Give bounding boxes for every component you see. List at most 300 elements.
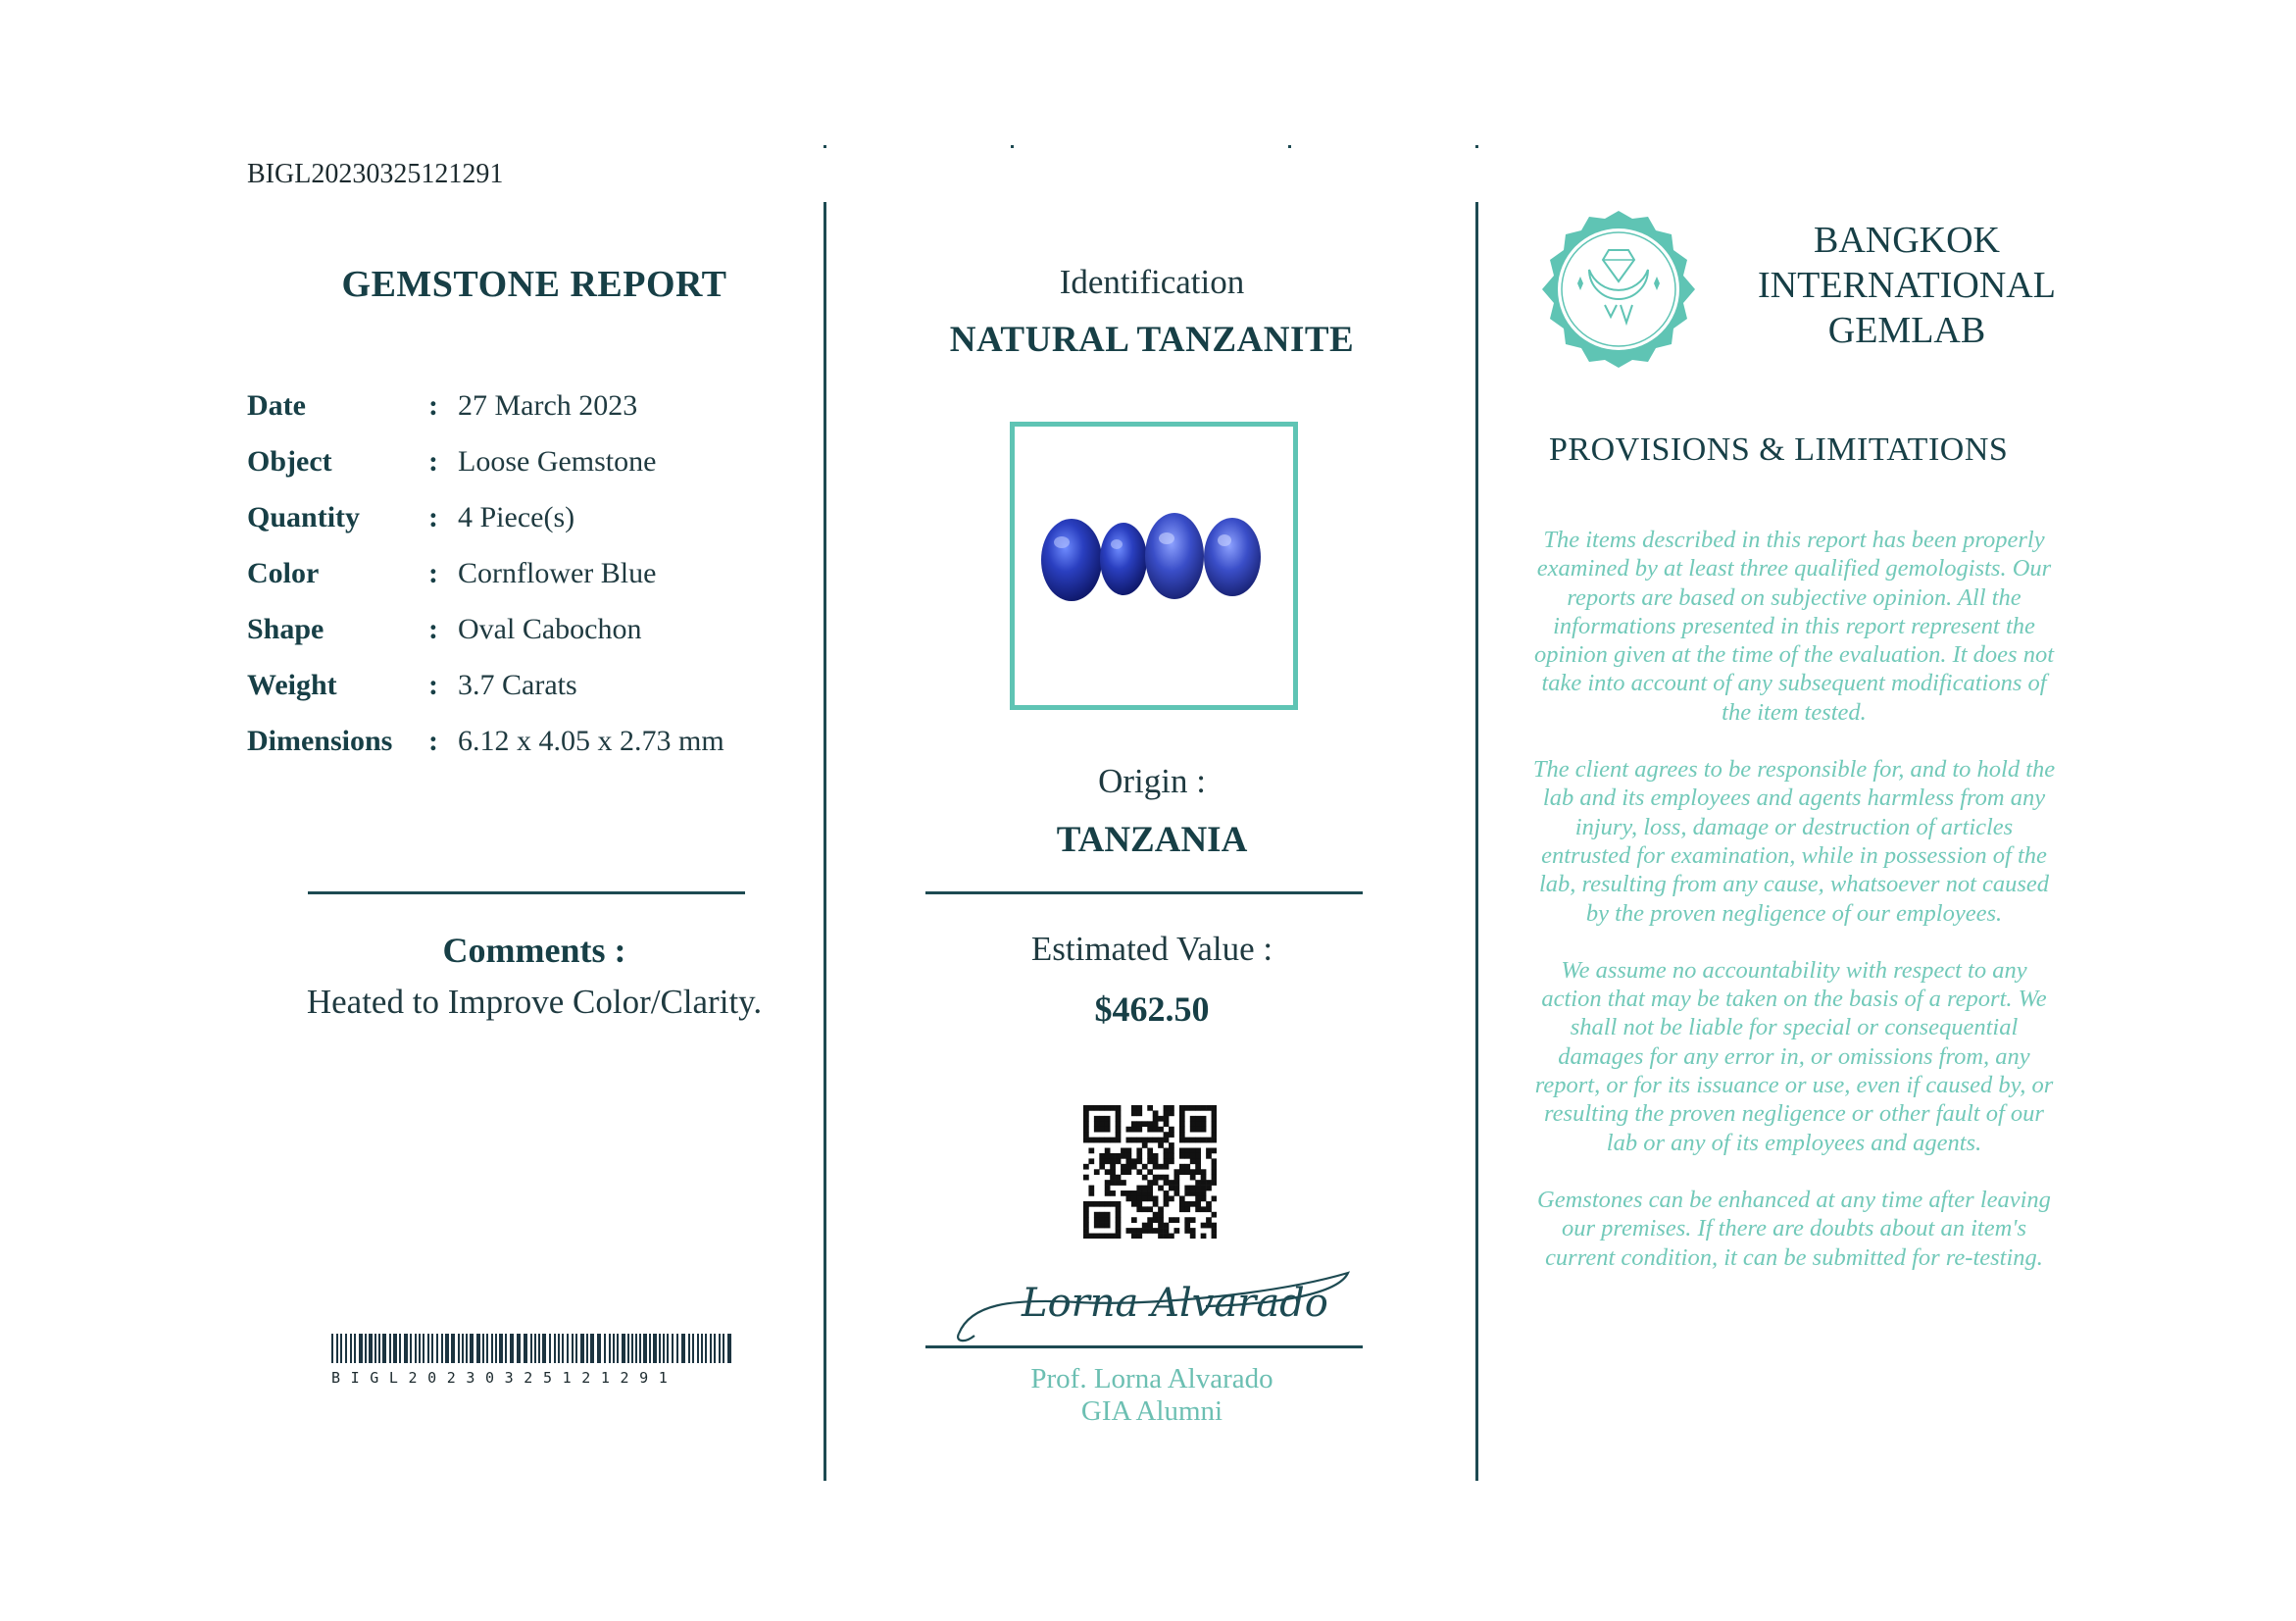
qr-module — [1153, 1217, 1159, 1223]
qr-module — [1201, 1127, 1207, 1133]
qr-module — [1094, 1169, 1100, 1175]
field-value: Loose Gemstone — [458, 444, 657, 478]
barcode-bar — [445, 1334, 449, 1363]
qr-module — [1184, 1206, 1190, 1212]
barcode-text: BIGL20230325121291 — [331, 1369, 678, 1387]
qr-module — [1201, 1223, 1207, 1229]
barcode-bar — [542, 1334, 546, 1363]
qr-module — [1184, 1164, 1190, 1170]
qr-module — [1201, 1105, 1207, 1111]
barcode-bar — [590, 1334, 594, 1363]
qr-module — [1116, 1212, 1122, 1218]
barcode-bar — [676, 1334, 678, 1363]
qr-module — [1136, 1110, 1142, 1116]
field-colon: : — [428, 500, 438, 533]
qr-module — [1153, 1153, 1159, 1159]
barcode-bar — [653, 1334, 657, 1363]
qr-module — [1158, 1116, 1164, 1122]
qr-module — [1142, 1195, 1148, 1201]
qr-module — [1201, 1206, 1207, 1212]
qr-module — [1099, 1127, 1105, 1133]
qr-module — [1206, 1153, 1212, 1159]
qr-module — [1126, 1138, 1132, 1143]
barcode-bar — [458, 1334, 460, 1363]
barcode-bar — [701, 1334, 703, 1363]
barcode-bar — [727, 1334, 731, 1363]
qr-module — [1131, 1190, 1137, 1196]
qr-module — [1190, 1169, 1196, 1175]
qr-module — [1195, 1201, 1201, 1207]
qr-module — [1206, 1186, 1212, 1191]
barcode-bar — [345, 1334, 347, 1363]
qr-module — [1094, 1121, 1100, 1127]
qr-module — [1212, 1175, 1217, 1181]
qr-module — [1164, 1116, 1170, 1122]
qr-module — [1212, 1138, 1217, 1143]
barcode-bar — [486, 1334, 488, 1363]
barcode-bar — [580, 1334, 584, 1363]
qr-module — [1201, 1121, 1207, 1127]
qr-module — [1212, 1158, 1217, 1164]
barcode-bar — [427, 1334, 429, 1363]
qr-module — [1169, 1105, 1174, 1111]
qr-module — [1169, 1132, 1174, 1138]
gem-1 — [1041, 519, 1102, 601]
qr-module — [1083, 1212, 1089, 1218]
qr-module — [1099, 1217, 1105, 1223]
qr-module — [1201, 1234, 1207, 1239]
identification-value: NATURAL TANZANITE — [949, 320, 1355, 360]
qr-module — [1099, 1158, 1105, 1164]
provisions-title: PROVISIONS & LIMITATIONS — [1549, 431, 2009, 468]
qr-module — [1206, 1223, 1212, 1229]
lab-name-line: INTERNATIONAL — [1758, 265, 2056, 306]
qr-module — [1105, 1169, 1111, 1175]
qr-module — [1212, 1105, 1217, 1111]
report-fields — [247, 378, 757, 769]
provisions-paragraph: Gemstones can be enhanced at any time after leaving our premises. If there are doubts about an item's current condition, it can be submitted for re-testing. — [1537, 1186, 2051, 1271]
qr-module — [1116, 1228, 1122, 1234]
qr-module — [1195, 1116, 1201, 1122]
qr-module — [1105, 1234, 1111, 1239]
barcode-bar — [354, 1334, 356, 1363]
qr-module — [1164, 1105, 1170, 1111]
qr-module — [1195, 1164, 1201, 1170]
qr-module — [1083, 1132, 1089, 1138]
qr-module — [1179, 1110, 1185, 1116]
qr-module — [1110, 1138, 1116, 1143]
qr-module — [1131, 1110, 1137, 1116]
qr-module — [1158, 1223, 1164, 1229]
qr-module — [1083, 1175, 1089, 1181]
qr-module — [1110, 1175, 1116, 1181]
barcode-bar — [586, 1334, 588, 1363]
qr-module — [1121, 1148, 1126, 1154]
qr-module — [1169, 1180, 1174, 1186]
qr-module — [1094, 1234, 1100, 1239]
field-label: Color — [247, 556, 320, 589]
barcode-bar — [643, 1334, 647, 1363]
qr-module — [1179, 1138, 1185, 1143]
barcode-bar — [510, 1334, 514, 1363]
qr-module — [1195, 1153, 1201, 1159]
gem-highlight — [1159, 532, 1174, 544]
qr-module — [1083, 1105, 1089, 1111]
barcode-bar — [710, 1334, 712, 1363]
qr-module — [1206, 1201, 1212, 1207]
top-tick — [824, 145, 826, 148]
gem-4 — [1204, 518, 1261, 596]
qr-module — [1201, 1175, 1207, 1181]
gemstone-photo — [1010, 422, 1298, 710]
column-divider-right — [1475, 202, 1478, 1481]
qr-module — [1184, 1148, 1190, 1154]
qr-module — [1179, 1201, 1185, 1207]
qr-module — [1105, 1180, 1111, 1186]
qr-module — [1142, 1223, 1148, 1229]
qr-module — [1136, 1127, 1142, 1133]
qr-module — [1184, 1153, 1190, 1159]
qr-code-image — [1083, 1105, 1217, 1239]
qr-module — [1190, 1186, 1196, 1191]
qr-module — [1088, 1158, 1094, 1164]
qr-module — [1153, 1228, 1159, 1234]
qr-module — [1136, 1158, 1142, 1164]
qr-module — [1190, 1121, 1196, 1127]
barcode-bar — [499, 1334, 503, 1363]
qr-module — [1142, 1138, 1148, 1143]
qr-module — [1083, 1234, 1089, 1239]
qr-module — [1195, 1206, 1201, 1212]
qr-module — [1147, 1148, 1153, 1154]
qr-module — [1126, 1148, 1132, 1154]
qr-module — [1083, 1201, 1089, 1207]
qr-module — [1147, 1121, 1153, 1127]
qr-module — [1173, 1190, 1179, 1196]
qr-module — [1116, 1121, 1122, 1127]
qr-module — [1173, 1186, 1179, 1191]
field-value: 6.12 x 4.05 x 2.73 mm — [458, 724, 724, 757]
qr-module — [1094, 1212, 1100, 1218]
qr-module — [1126, 1195, 1132, 1201]
field-row-dimensions — [247, 713, 757, 769]
barcode-bar — [692, 1334, 694, 1363]
qr-module — [1212, 1164, 1217, 1170]
qr-module — [1131, 1127, 1137, 1133]
qr-module — [1083, 1138, 1089, 1143]
qr-module — [1147, 1153, 1153, 1159]
qr-module — [1131, 1164, 1137, 1170]
qr-module — [1153, 1180, 1159, 1186]
barcode-bar — [404, 1334, 408, 1363]
barcode-bar — [627, 1334, 629, 1363]
qr-module — [1131, 1217, 1137, 1223]
qr-module — [1136, 1228, 1142, 1234]
qr-module — [1201, 1186, 1207, 1191]
field-value: 27 March 2023 — [458, 388, 638, 422]
qr-module — [1153, 1138, 1159, 1143]
qr-module — [1094, 1223, 1100, 1229]
qr-module — [1179, 1206, 1185, 1212]
qr-module — [1099, 1212, 1105, 1218]
barcode-bar — [378, 1334, 380, 1363]
barcode-bar — [431, 1334, 433, 1363]
barcode-bar — [562, 1334, 564, 1363]
qr-module — [1147, 1138, 1153, 1143]
qr-module — [1099, 1164, 1105, 1170]
qr-module — [1195, 1180, 1201, 1186]
qr-module — [1153, 1158, 1159, 1164]
barcode-bar — [558, 1334, 560, 1363]
field-value: 4 Piece(s) — [458, 500, 575, 533]
qr-module — [1136, 1138, 1142, 1143]
qr-module — [1212, 1127, 1217, 1133]
barcode-bar — [622, 1334, 625, 1363]
qr-module — [1164, 1110, 1170, 1116]
barcode-bar — [575, 1334, 577, 1363]
qr-module — [1201, 1169, 1207, 1175]
field-label: Quantity — [247, 500, 361, 533]
provisions-paragraph: The items described in this report has been properly examined by at least three qualified gemologists. Our reports are based on subjective opinion. All the informations presented in this report represent the opinion given at the time of the evaluation. It does not take into account of any subsequent modifications of the item tested. — [1533, 527, 2055, 726]
barcode-bar — [423, 1334, 424, 1363]
qr-module — [1212, 1195, 1217, 1201]
qr-module — [1212, 1180, 1217, 1186]
provisions-paragraph: The client agrees to be responsible for, and to hold the lab and its employees and agents harmless from any injury, loss, damage or destruction of articles entrusted for examination, while in possession of the lab, resulting from any cause, whatsoever not caused by the proven negligence of our employees. — [1532, 756, 2056, 927]
qr-module — [1116, 1132, 1122, 1138]
qr-module — [1169, 1234, 1174, 1239]
qr-module — [1173, 1228, 1179, 1234]
qr-module — [1169, 1110, 1174, 1116]
qr-module — [1099, 1234, 1105, 1239]
qr-module — [1153, 1116, 1159, 1122]
barcode-bar — [667, 1334, 669, 1363]
qr-module — [1116, 1116, 1122, 1122]
qr-module — [1121, 1169, 1126, 1175]
qr-module — [1212, 1212, 1217, 1218]
qr-module — [1116, 1127, 1122, 1133]
qr-module — [1158, 1217, 1164, 1223]
qr-module — [1195, 1158, 1201, 1164]
barcode-bar — [604, 1334, 606, 1363]
qr-module — [1147, 1105, 1153, 1111]
top-tick — [1011, 145, 1014, 148]
qr-module — [1164, 1195, 1170, 1201]
gem-2 — [1100, 523, 1147, 595]
qr-module — [1190, 1138, 1196, 1143]
qr-module — [1179, 1127, 1185, 1133]
barcode-bar — [350, 1334, 352, 1363]
qr-module — [1088, 1105, 1094, 1111]
barcode-bar — [369, 1334, 373, 1363]
barcode-bar — [705, 1334, 707, 1363]
qr-module — [1184, 1186, 1190, 1191]
qr-module — [1136, 1201, 1142, 1207]
qr-module — [1116, 1158, 1122, 1164]
qr-module — [1158, 1186, 1164, 1191]
field-row-color — [247, 545, 757, 601]
qr-module — [1083, 1127, 1089, 1133]
qr-module — [1110, 1153, 1116, 1159]
qr-module — [1136, 1121, 1142, 1127]
qr-module — [1083, 1116, 1089, 1122]
qr-module — [1190, 1158, 1196, 1164]
qr-module — [1164, 1138, 1170, 1143]
qr-module — [1105, 1217, 1111, 1223]
qr-module — [1105, 1121, 1111, 1127]
comments-title: Comments : — [442, 931, 626, 970]
qr-module — [1212, 1234, 1217, 1239]
field-row-weight — [247, 657, 757, 713]
qr-module — [1121, 1153, 1126, 1159]
lab-name — [1745, 218, 2069, 353]
qr-module — [1147, 1190, 1153, 1196]
qr-module — [1088, 1234, 1094, 1239]
qr-module — [1136, 1190, 1142, 1196]
qr-module — [1110, 1180, 1116, 1186]
qr-module — [1110, 1201, 1116, 1207]
field-label: Object — [247, 444, 332, 478]
barcode-bar — [451, 1334, 455, 1363]
gem-3 — [1145, 513, 1204, 599]
barcode-bar — [482, 1334, 484, 1363]
qr-module — [1169, 1217, 1174, 1223]
barcode-bar — [572, 1334, 574, 1363]
qr-module — [1131, 1158, 1137, 1164]
barcode-bar — [365, 1334, 367, 1363]
field-value: Oval Cabochon — [458, 612, 642, 645]
qr-module — [1184, 1223, 1190, 1229]
qr-module — [1105, 1212, 1111, 1218]
barcode-bar — [714, 1334, 716, 1363]
qr-module — [1206, 1138, 1212, 1143]
qr-module — [1136, 1195, 1142, 1201]
qr-module — [1131, 1234, 1137, 1239]
qr-module — [1190, 1105, 1196, 1111]
qr-module — [1169, 1195, 1174, 1201]
qr-module — [1201, 1138, 1207, 1143]
qr-module — [1195, 1195, 1201, 1201]
barcode-bar — [530, 1334, 532, 1363]
qr-module — [1116, 1234, 1122, 1239]
barcode-bar — [635, 1334, 637, 1363]
qr-module — [1099, 1223, 1105, 1229]
report-number: BIGL20230325121291 — [247, 159, 504, 189]
field-row-shape — [247, 601, 757, 657]
qr-module — [1179, 1195, 1185, 1201]
qr-module — [1142, 1206, 1148, 1212]
qr-module — [1169, 1158, 1174, 1164]
qr-module — [1110, 1234, 1116, 1239]
qr-module — [1169, 1127, 1174, 1133]
qr-module — [1212, 1116, 1217, 1122]
barcode-bar — [554, 1334, 556, 1363]
qr-module — [1131, 1201, 1137, 1207]
provisions-paragraph: We assume no accountability with respect to any action that may be taken on the basis of a report. We shall not be liable for special or consequential damages for any error in, or omissions from, any report, or for its issuance or use, even if caused by, or resulting the proven negligence or other fault of our lab or any of its employees and agents. — [1534, 956, 2054, 1156]
qr-module — [1147, 1158, 1153, 1164]
divider-line — [925, 891, 1363, 894]
qr-module — [1184, 1105, 1190, 1111]
barcode-bar — [672, 1334, 674, 1363]
barcode-bar — [466, 1334, 468, 1363]
qr-module — [1184, 1228, 1190, 1234]
field-label: Shape — [247, 612, 324, 645]
qr-module — [1201, 1180, 1207, 1186]
barcode-bar — [613, 1334, 615, 1363]
barcode-bar — [663, 1334, 665, 1363]
barcode-bar — [441, 1334, 443, 1363]
qr-module — [1126, 1169, 1132, 1175]
qr-module — [1131, 1105, 1137, 1111]
qr-module — [1153, 1195, 1159, 1201]
barcode-bar — [524, 1334, 527, 1363]
qr-module — [1173, 1217, 1179, 1223]
signer-name: Prof. Lorna Alvarado — [1030, 1363, 1273, 1394]
qr-module — [1105, 1138, 1111, 1143]
barcode-bar — [688, 1334, 690, 1363]
qr-module — [1083, 1206, 1089, 1212]
qr-module — [1116, 1110, 1122, 1116]
barcode-bar — [436, 1334, 438, 1363]
qr-module — [1126, 1153, 1132, 1159]
barcode-bar — [359, 1334, 363, 1363]
field-colon: : — [428, 388, 438, 422]
qr-module — [1164, 1153, 1170, 1159]
qr-module — [1164, 1175, 1170, 1181]
qr-module — [1105, 1105, 1111, 1111]
qr-module — [1212, 1223, 1217, 1229]
barcode-bar — [382, 1334, 386, 1363]
qr-module — [1136, 1186, 1142, 1191]
qr-module — [1206, 1148, 1212, 1154]
qr-module — [1147, 1127, 1153, 1133]
qr-module — [1173, 1175, 1179, 1181]
qr-module — [1147, 1217, 1153, 1223]
qr-module — [1147, 1180, 1153, 1186]
barcode-bar — [534, 1334, 536, 1363]
barcode-bar — [659, 1334, 661, 1363]
qr-module — [1105, 1186, 1111, 1191]
signature-text: Lorna Alvarado — [1022, 1281, 1328, 1326]
barcode-bar — [719, 1334, 721, 1363]
qr-code[interactable] — [1083, 1105, 1217, 1242]
barcode-bar — [495, 1334, 497, 1363]
qr-module — [1105, 1201, 1111, 1207]
qr-module — [1212, 1132, 1217, 1138]
qr-module — [1147, 1169, 1153, 1175]
top-tick — [1288, 145, 1291, 148]
qr-module — [1105, 1127, 1111, 1133]
qr-module — [1173, 1169, 1179, 1175]
qr-module — [1147, 1223, 1153, 1229]
qr-module — [1164, 1190, 1170, 1196]
barcode-bar — [374, 1334, 376, 1363]
qr-module — [1153, 1201, 1159, 1207]
qr-module — [1179, 1105, 1185, 1111]
qr-module — [1131, 1195, 1137, 1201]
barcode-bar — [617, 1334, 619, 1363]
qr-module — [1088, 1148, 1094, 1154]
qr-module — [1136, 1153, 1142, 1159]
qr-module — [1195, 1121, 1201, 1127]
provisions-body — [1529, 526, 2059, 1300]
estimated-value-amount: $462.50 — [1094, 989, 1210, 1029]
barcode-bar — [462, 1334, 464, 1363]
qr-module — [1212, 1148, 1217, 1154]
signature — [951, 1265, 1363, 1357]
report-title: GEMSTONE REPORT — [341, 264, 727, 305]
qr-module — [1147, 1195, 1153, 1201]
qr-module — [1164, 1180, 1170, 1186]
